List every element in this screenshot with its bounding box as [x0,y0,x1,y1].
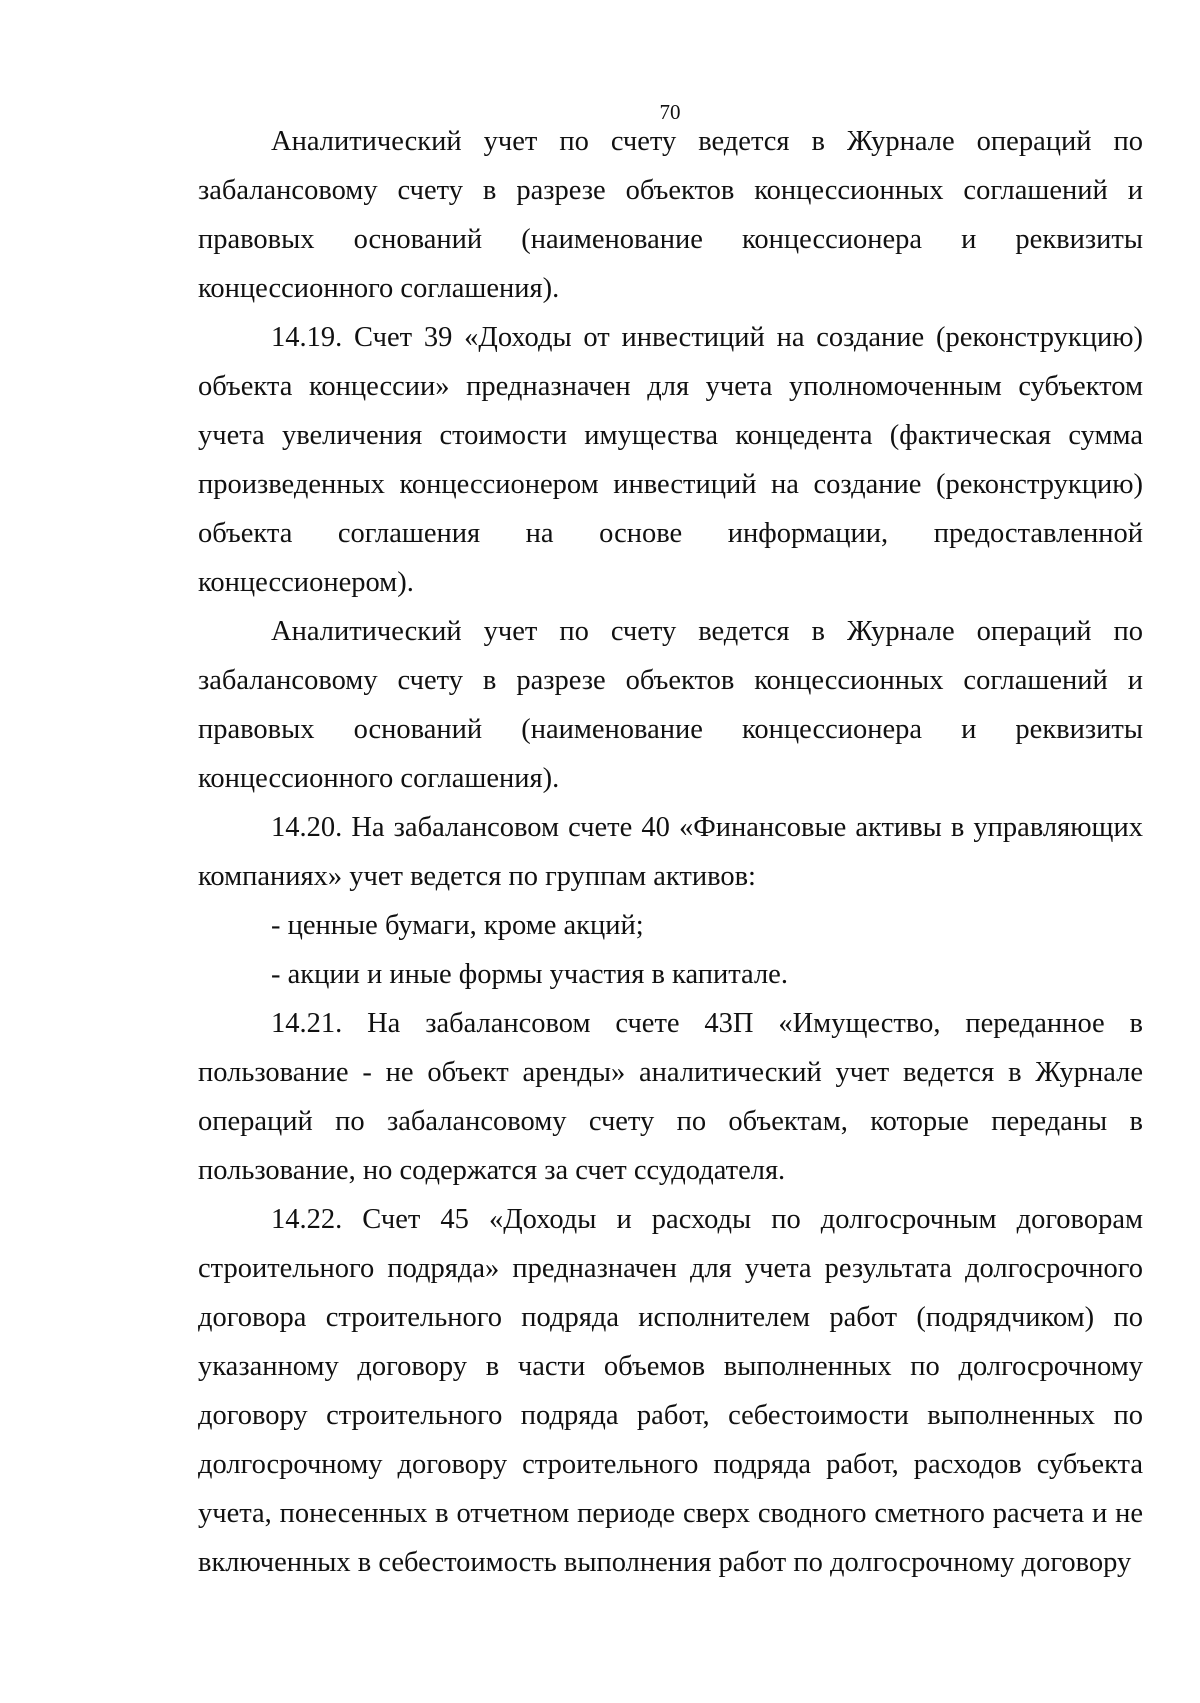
paragraph-14-21: 14.21. На забалансовом счете 43П «Имущество, переданное в пользование - не объект аренды» аналитический учет ведется в Журнале операций по забалансовому счету по объектам, которые переданы в пользование, но содержатся за счет ссудодателя. [198,1008,1143,1186]
page-number: 70 [659,100,681,124]
paragraph-analytic-accounting-2: Аналитический учет по счету ведется в Журнале операций по забалансовому счету в разрезе объектов концессионных соглашений и правовых оснований (наименование концессионера и реквизиты концессионного соглашения). [198,616,1143,794]
paragraph-14-22: 14.22. Счет 45 «Доходы и расходы по долгосрочным договорам строительного подряда» предназначен для учета результата долгосрочного договора строительного подряда исполнителем работ (подрядчиком) по указанному договору в части объемов выполненных по долгосрочному договору строительного подряда работ, себестоимости выполненных по долгосрочному договору строительного подряда работ, расходов субъекта учета, понесенных в отчетном периоде сверх сводного сметного расчета и не включенных в себестоимость выполнения работ по долгосрочному договору [198,1204,1143,1578]
document-body [198,117,1143,1587]
paragraph-14-19: 14.19. Счет 39 «Доходы от инвестиций на создание (реконструкцию) объекта концессии» предназначен для учета уполномоченным субъектом учета увеличения стоимости имущества концедента (фактическая сумма произведенных концессионером инвестиций на создание (реконструкцию) объекта соглашения на основе информации, предоставленной концессионером). [198,322,1143,598]
list-item-securities: - ценные бумаги, кроме акций; [271,910,644,941]
paragraph-analytic-accounting-1: Аналитический учет по счету ведется в Журнале операций по забалансовому счету в разрезе объектов концессионных соглашений и правовых оснований (наименование концессионера и реквизиты концессионного соглашения). [198,126,1143,304]
paragraph-14-20: 14.20. На забалансовом счете 40 «Финансовые активы в управляющих компаниях» учет ведется по группам активов: [198,812,1143,892]
list-item-shares: - акции и иные формы участия в капитале. [271,959,788,990]
